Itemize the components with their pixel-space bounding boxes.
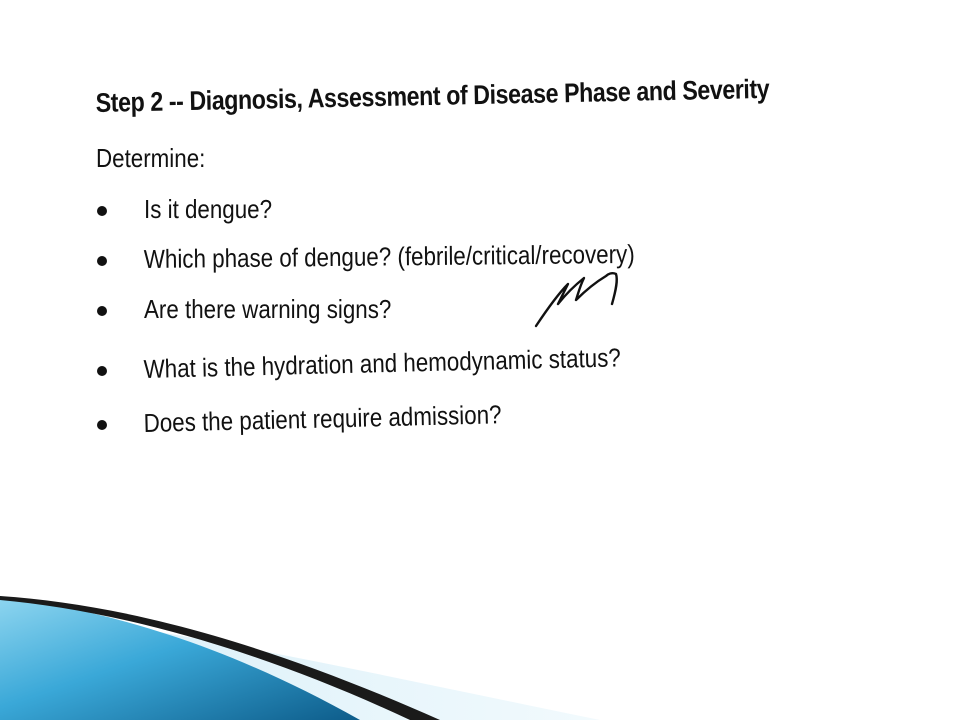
decorative-swoosh — [0, 590, 960, 720]
scanned-document — [90, 73, 880, 478]
intro-text: Determine: — [96, 143, 206, 173]
handwritten-signature — [530, 264, 630, 330]
bullet-dot-icon — [97, 420, 107, 430]
bullet-text: What is the hydration and hemodynamic status? — [143, 342, 622, 385]
bullet-text: Is it dengue? — [144, 194, 273, 224]
document-title: Step 2 -- Diagnosis, Assessment of Disease Phase and Severity — [95, 73, 770, 119]
bullet-text: Does the patient require admission? — [143, 399, 502, 439]
bullet-dot-icon — [97, 366, 107, 376]
bullet-dot-icon — [97, 306, 107, 316]
bullet-text: Are there warning signs? — [144, 294, 392, 324]
bullet-text: Which phase of dengue? (febrile/critical/recovery) — [143, 238, 635, 275]
bullet-dot-icon — [97, 206, 107, 216]
bullet-dot-icon — [97, 256, 107, 266]
